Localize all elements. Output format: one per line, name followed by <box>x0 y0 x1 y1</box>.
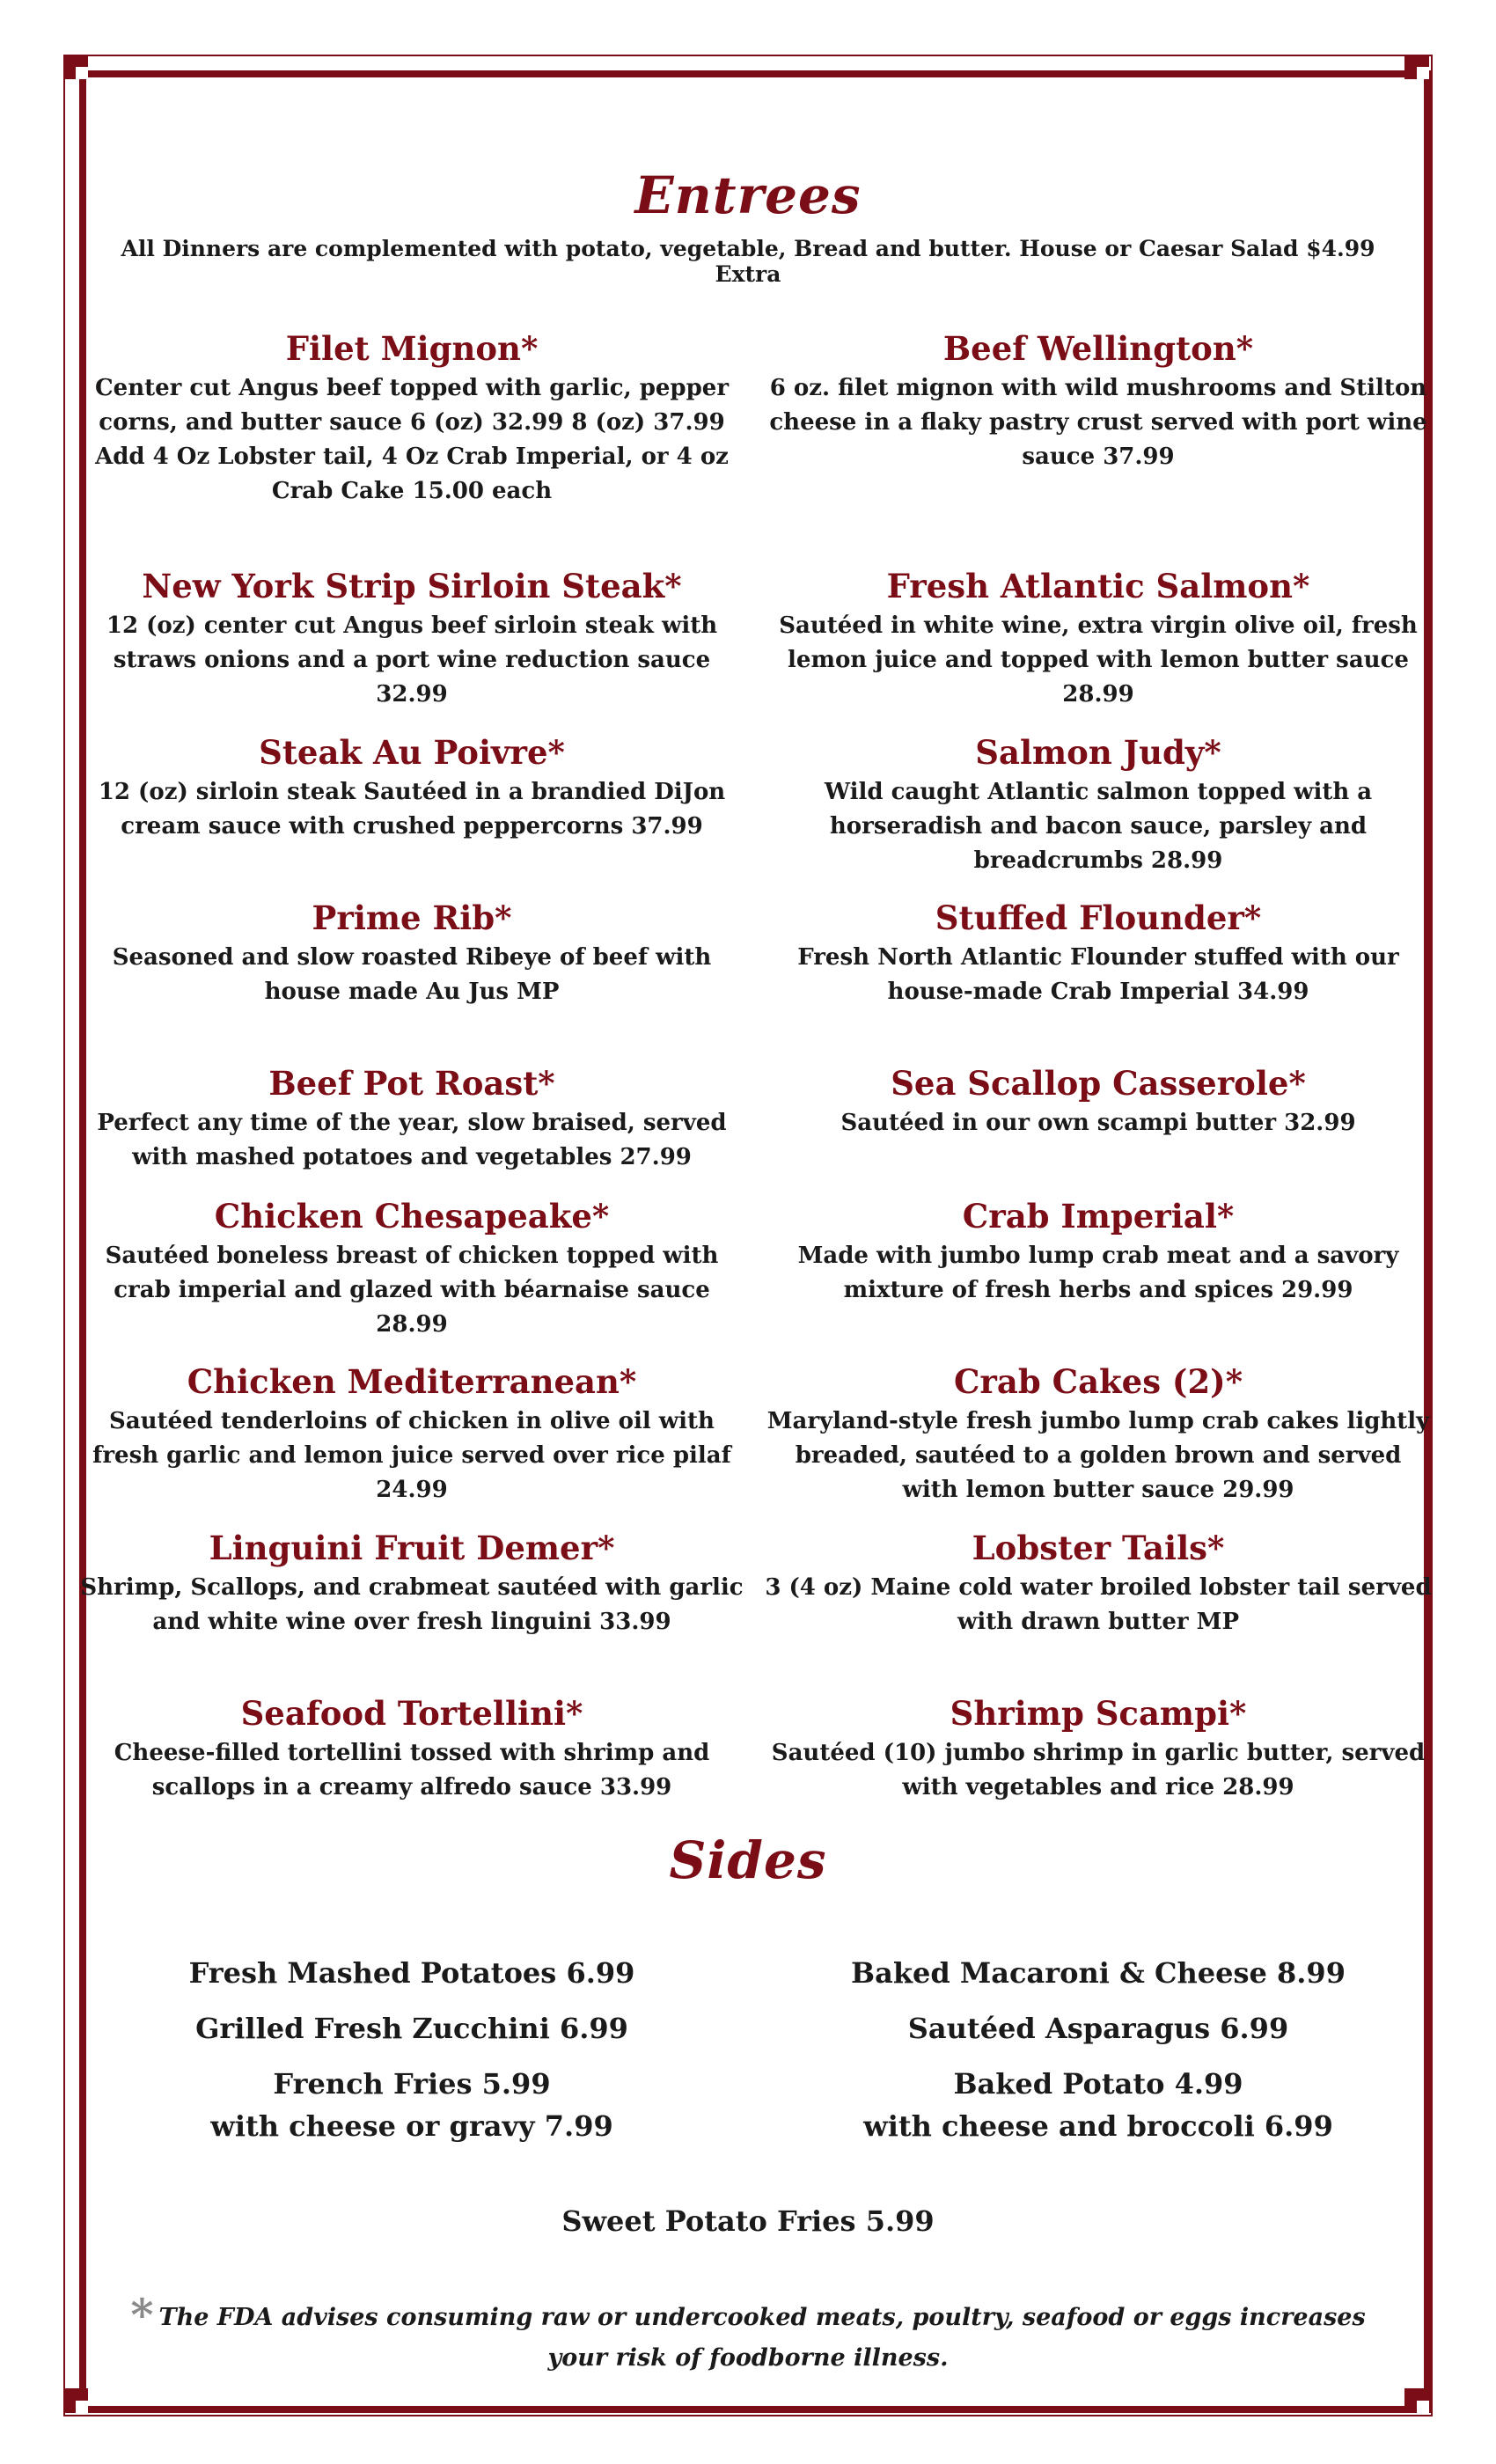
entree-description: Perfect any time of the year, slow braised, served with mashed potatoes and vegetables 27.99 <box>97 1110 727 1170</box>
frame-corner-notch <box>76 2401 88 2413</box>
side-item: Sautéed Asparagus 6.99 <box>907 2012 1289 2045</box>
entree-item <box>764 567 1433 712</box>
frame-corner-notch <box>76 67 88 79</box>
entree-item <box>77 1694 746 1805</box>
entree-description: Cheese-filled tortellini tossed with shrimp and scallops in a creamy alfredo sauce 33.99 <box>114 1740 710 1800</box>
entree-item <box>77 1529 746 1639</box>
entree-item <box>764 1197 1433 1308</box>
entrees-subtitle: All Dinners are complemented with potato, vegetable, Bread and butter. House or Caesar Salad $4.99 Extra <box>121 236 1375 287</box>
entree-name: Beef Pot Roast* <box>268 1064 555 1103</box>
entree-description: Maryland-style fresh jumbo lump crab cakes lightly breaded, sautéed to a golden brown and served with lemon butter sauce 29.99 <box>766 1408 1430 1503</box>
entree-item <box>764 1529 1433 1639</box>
entree-item <box>764 898 1433 1009</box>
entree-description: Sautéed (10) jumbo shrimp in garlic butter, served with vegetables and rice 28.99 <box>771 1740 1426 1800</box>
entree-name: Chicken Chesapeake* <box>214 1197 610 1236</box>
frame-corner-notch <box>1417 67 1429 79</box>
entree-item <box>77 1197 746 1342</box>
side-item-option: with cheese and broccoli 6.99 <box>863 2109 1333 2143</box>
entree-description: Fresh North Atlantic Flounder stuffed with our house-made Crab Imperial 34.99 <box>797 944 1399 1005</box>
entree-description: 3 (4 oz) Maine cold water broiled lobster tail served with drawn butter MP <box>765 1574 1432 1635</box>
entree-description: Wild caught Atlantic salmon topped with a horseradish and bacon sauce, parsley and breadcrumbs 28.99 <box>824 779 1373 874</box>
entree-item <box>77 329 746 509</box>
entree-item <box>77 733 746 844</box>
entree-item <box>77 1064 746 1175</box>
side-item: Baked Potato 4.99 <box>953 2067 1243 2101</box>
disclaimer-line-2: your risk of foodborne illness. <box>547 2344 949 2372</box>
asterisk-mark: * <box>130 2289 154 2341</box>
entree-description: Sautéed in our own scampi butter 32.99 <box>840 1110 1356 1136</box>
entree-description: Center cut Angus beef topped with garlic, pepper corns, and butter sauce 6 (oz) 32.99 8 (oz) 37.99 Add 4 Oz Lobster tail, 4 Oz Crab Imperial, or 4 oz Crab Cake 15.00 each <box>94 375 730 504</box>
entree-item <box>764 1362 1433 1507</box>
entree-description: Sautéed in white wine, extra virgin olive oil, fresh lemon juice and topped with lemon butter sauce 28.99 <box>779 612 1418 708</box>
entree-description: Made with jumbo lump crab meat and a savory mixture of fresh herbs and spices 29.99 <box>797 1243 1399 1303</box>
side-item-option: with cheese or gravy 7.99 <box>210 2109 613 2143</box>
frame-corner-notch <box>1417 2401 1429 2413</box>
entree-description: 12 (oz) sirloin steak Sautéed in a brandied DiJon cream sauce with crushed peppercorns 37.99 <box>98 779 726 840</box>
entree-description: Sautéed tenderloins of chicken in olive oil with fresh garlic and lemon juice served over rice pilaf 24.99 <box>92 1408 731 1503</box>
entree-item <box>764 733 1433 878</box>
entree-name: Seafood Tortellini* <box>240 1694 583 1733</box>
entree-name: Sea Scallop Casserole* <box>891 1064 1306 1103</box>
side-item: Baked Macaroni & Cheese 8.99 <box>851 1956 1346 1990</box>
entrees-heading: Entrees <box>634 165 862 225</box>
entree-description: Shrimp, Scallops, and crabmeat sautéed with garlic and white wine over fresh linguini 33.99 <box>80 1574 744 1635</box>
side-item: Grilled Fresh Zucchini 6.99 <box>195 2012 628 2045</box>
entree-description: 12 (oz) center cut Angus beef sirloin steak with straws onions and a port wine reduction sauce 32.99 <box>106 612 718 708</box>
entree-name: Lobster Tails* <box>972 1529 1225 1567</box>
entree-name: Crab Cakes (2)* <box>953 1362 1243 1401</box>
entree-name: Steak Au Poivre* <box>259 733 565 772</box>
entree-name: Beef Wellington* <box>942 329 1254 368</box>
fda-disclaimer <box>123 2289 1373 2379</box>
entree-name: Chicken Mediterranean* <box>187 1362 637 1401</box>
entree-name: New York Strip Sirloin Steak* <box>142 567 682 605</box>
entree-name: Salmon Judy* <box>975 733 1221 772</box>
entree-item <box>77 1362 746 1507</box>
entree-name: Stuffed Flounder* <box>935 898 1262 937</box>
entree-description: Seasoned and slow roasted Ribeye of beef with house made Au Jus MP <box>112 944 712 1005</box>
entree-item <box>77 898 746 1009</box>
entree-item <box>764 1064 1433 1140</box>
entree-name: Prime Rib* <box>312 898 512 937</box>
entree-name: Fresh Atlantic Salmon* <box>886 567 1310 605</box>
side-item: Fresh Mashed Potatoes 6.99 <box>188 1956 635 1990</box>
entree-item <box>77 567 746 712</box>
entree-name: Linguini Fruit Demer* <box>209 1529 615 1567</box>
entree-name: Filet Mignon* <box>285 329 539 368</box>
entree-item <box>764 329 1433 474</box>
side-item: Sweet Potato Fries 5.99 <box>561 2204 935 2238</box>
entree-description: Sautéed boneless breast of chicken topped with crab imperial and glazed with béarnaise sauce 28.99 <box>105 1243 719 1338</box>
entree-name: Shrimp Scampi* <box>950 1694 1247 1733</box>
sides-heading: Sides <box>669 1830 827 1890</box>
side-item: French Fries 5.99 <box>273 2067 551 2101</box>
entree-description: 6 oz. filet mignon with wild mushrooms and Stilton cheese in a flaky pastry crust served with port wine sauce 37.99 <box>769 375 1427 470</box>
entree-name: Crab Imperial* <box>962 1197 1235 1236</box>
entree-item <box>764 1694 1433 1805</box>
disclaimer-line-1: The FDA advises consuming raw or undercooked meats, poultry, seafood or eggs increases <box>158 2304 1366 2331</box>
